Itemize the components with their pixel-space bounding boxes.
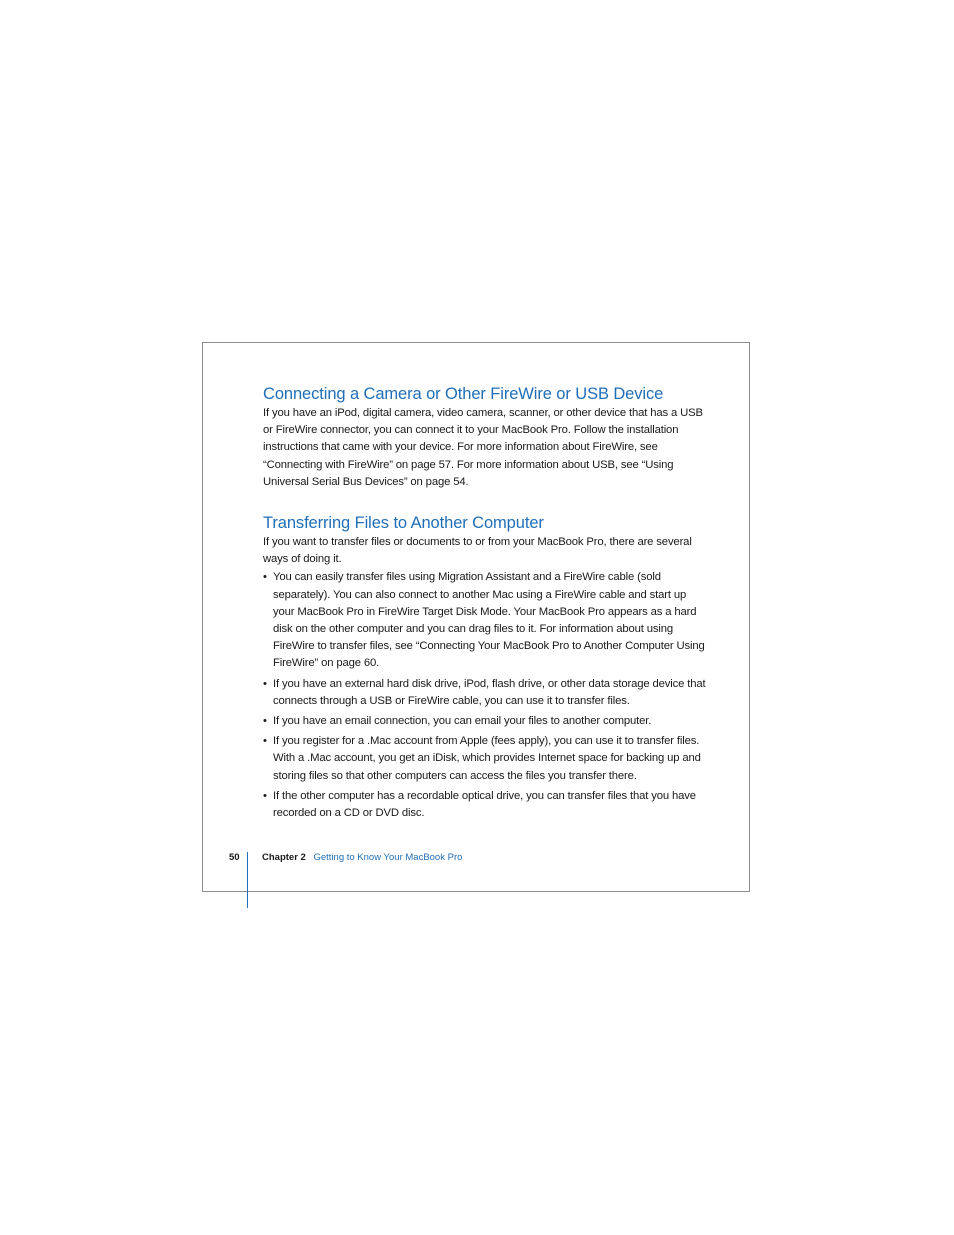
- section-intro-transferring-files: If you want to transfer files or documents to or from your MacBook Pro, there are several ways of doing it.: [263, 536, 692, 566]
- bullet-icon: •: [263, 715, 267, 728]
- section-camera-device: [263, 383, 709, 491]
- running-footer: [262, 851, 462, 864]
- list-item-text: If you register for a .Mac account from Apple (fees apply), you can use it to transfer files. With a .Mac account, you get an iDisk, which provides Internet space for backing up and storing files so that other computers can access the files you transfer there.: [273, 735, 701, 782]
- bullet-icon: •: [263, 571, 267, 584]
- transfer-methods-list: [263, 569, 709, 822]
- chapter-label: Chapter 2: [262, 852, 306, 863]
- section-body-camera-device: If you have an iPod, digital camera, video camera, scanner, or other device that has a USB or FireWire connector, you can connect it to your MacBook Pro. Follow the installation instructions that came with your device. For more information about FireWire, see “Connecting with FireWire” on page 57. For more information about USB, see “Using Universal Serial Bus Devices” on page 54.: [263, 407, 703, 488]
- bullet-icon: •: [263, 677, 267, 690]
- list-item-text: If the other computer has a recordable optical drive, you can transfer files that you have recorded on a CD or DVD disc.: [273, 789, 696, 820]
- list-item: [263, 788, 709, 822]
- section-heading-transferring-files: Transferring Files to Another Computer: [263, 514, 544, 532]
- list-item: [263, 676, 709, 710]
- section-transferring-files: [263, 512, 709, 825]
- list-item: [263, 713, 709, 730]
- page-number: 50: [229, 852, 240, 863]
- list-item-text: If you have an email connection, you can email your files to another computer.: [273, 715, 652, 728]
- section-heading-camera-device: Connecting a Camera or Other FireWire or USB Device: [263, 385, 664, 403]
- footer-divider: [247, 852, 248, 908]
- list-item: [263, 569, 709, 672]
- list-item: [263, 733, 709, 785]
- bullet-icon: •: [263, 735, 267, 748]
- bullet-icon: •: [263, 789, 267, 802]
- list-item-text: You can easily transfer files using Migration Assistant and a FireWire cable (sold separately). You can also connect to another Mac using a FireWire cable and start up your MacBook Pro in FireWire Target Disk Mode. Your MacBook Pro appears as a hard disk on the other computer and you can drag files to it. For information about using FireWire to transfer files, see “Connecting Your MacBook Pro to Another Computer Using FireWire” on page 60.: [273, 571, 705, 670]
- chapter-title: Getting to Know Your MacBook Pro: [313, 852, 463, 863]
- list-item-text: If you have an external hard disk drive, iPod, flash drive, or other data storage device that connects through a USB or FireWire cable, you can use it to transfer files.: [273, 677, 706, 707]
